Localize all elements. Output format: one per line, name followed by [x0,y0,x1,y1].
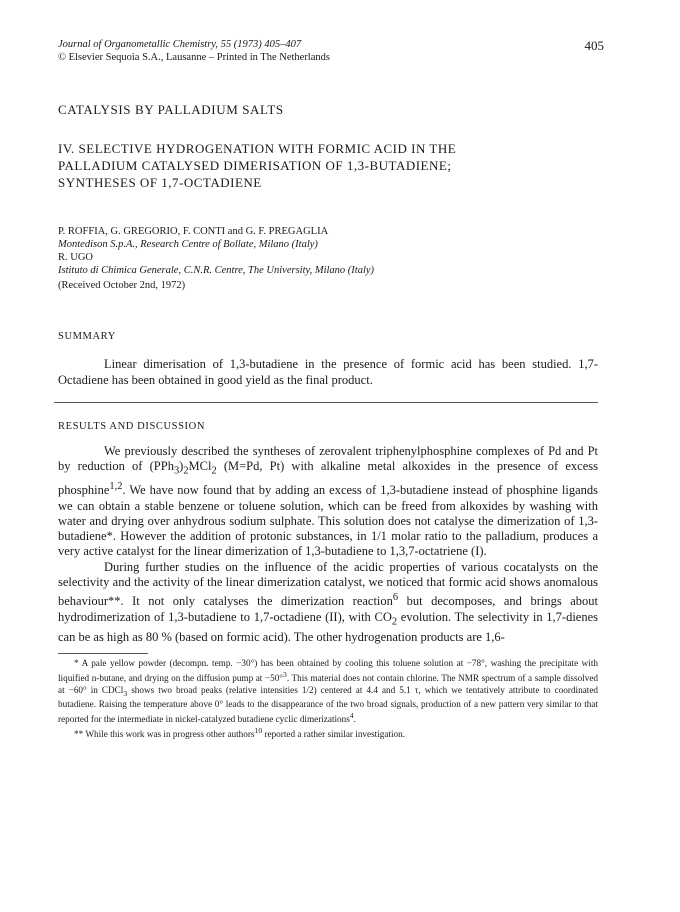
affiliation: Montedison S.p.A., Research Centre of Bollate, Milano (Italy) [58,239,318,250]
citation-superscript: 4 [349,710,354,720]
text-run: ) [179,459,184,474]
text-run: reported a rather similar investigation. [262,729,406,740]
article-title-line: PALLADIUM CATALYSED DIMERISATION OF 1,3-BUTADIENE; [58,158,452,173]
text-run: shows two broad peaks (relative intensities 1/2) centered at 4.4 and 5.1 τ, which we tentatively attribute to coordinated butadiene. Raising the temperature above 0° leads to the disappearance of the two broad signals, production of a new pattern very similar to that reported for the intermediate in nickel-catalyzed butadiene cyclic dimerizations [58,684,599,725]
subscript: 3 [173,465,180,477]
received-date: (Received October 2nd, 1972) [58,280,186,291]
citation-superscript: 1,2 [109,481,123,493]
summary-text: Linear dimerisation of 1,3-butadiene in the presence of formic acid has been studied. 1,7-Octadiene has been obtained in good yield as the final product. [58,357,598,387]
text-run: ** While this work was in progress other authors [74,729,255,740]
author-list: P. ROFFIA, G. GREGORIO, F. CONTI and G. F. PREGAGLIA [58,226,329,237]
body-text [58,444,598,645]
text-run: During further studies on the influence of the acidic properties of various cocatalysts on the selectivity and the activity of the linear dimerization catalyst, we noticed that formic acid shows anomalous behaviour**. It not only catalyses the dimerization reaction [58,559,598,609]
citation-superscript: 6 [392,592,399,604]
subscript: 2 [391,616,398,628]
paragraph [58,560,598,645]
author-list: R. UGO [58,252,94,263]
text-run: . [353,714,356,725]
text-run: evolution. The selectivity in 1,7-dienes can be as high as 80 % (based on formic acid). The other hydrogenation products are 1,6- [58,609,598,644]
citation-superscript: 10 [254,726,263,736]
publisher-imprint: © Elsevier Sequoia S.A., Lausanne – Printed in The Netherlands [58,52,330,63]
affiliation: Istituto di Chimica Generale, C.N.R. Centre, The University, Milano (Italy) [58,265,375,276]
text-run: . We have now found that by adding an excess of 1,3-butadiene instead of phosphine ligands we can obtain a stable benzene or toluene solution, which can be freed from alkoxides by washing with water and drying over anhydrous sodium sulphate. This solution does not catalyse the dimerization of 1,3-butadiene*. However the addition of protonic substances, in 1/1 molar ratio to the palladium, produces a very active catalyst for the linear dimerization of 1,3-butadiene to 1,3,7-octatriene (I). [58,483,598,559]
results-heading: RESULTS AND DISCUSSION [58,421,206,432]
subscript: 3 [123,688,128,698]
footnote-rule [58,653,148,654]
superscript: 3 [282,670,287,680]
paragraph [58,444,598,560]
article-title-line: IV. SELECTIVE HYDROGENATION WITH FORMIC ACID IN THE [58,141,457,156]
article-title-line: SYNTHESES OF 1,7-OCTADIENE [58,175,262,190]
footnote [58,725,598,740]
section-divider [54,402,598,403]
series-title: CATALYSIS BY PALLADIUM SALTS [58,102,284,117]
text-run: (M=Pd, Pt) with alkaline metal alkoxides in the presence of excess phosphine [58,459,598,498]
text-run: . This material does not contain chlorine. The NMR spectrum of a sample dissolved at −60° in CDCl [58,673,598,695]
footnote [58,658,598,725]
text-run: MCl [188,459,212,474]
summary-heading: SUMMARY [58,331,116,342]
text-run: but decomposes, and brings about hydrodimerization of 1,3-butadiene to 1,7-octadiene (II), with CO [58,594,598,624]
subscript: 2 [211,465,217,477]
subscript: 2 [183,465,189,477]
page-number: 405 [584,38,604,53]
paper-page [58,38,604,741]
text-run: * A pale yellow powder (decompn. temp. −30°) has been obtained by cooling this toluene solution at −78°, washing the precipitate with liquified n-butane, and drying on the diffusion pump at −50° [58,657,598,684]
journal-citation: Journal of Organometallic Chemistry, 55 (1973) 405–407 [58,39,302,50]
footnotes [58,658,598,741]
article-title [58,140,598,191]
text-run: We previously described the syntheses of zerovalent triphenylphosphine complexes of Pd and Pt by reduction of (PPh [58,444,598,474]
